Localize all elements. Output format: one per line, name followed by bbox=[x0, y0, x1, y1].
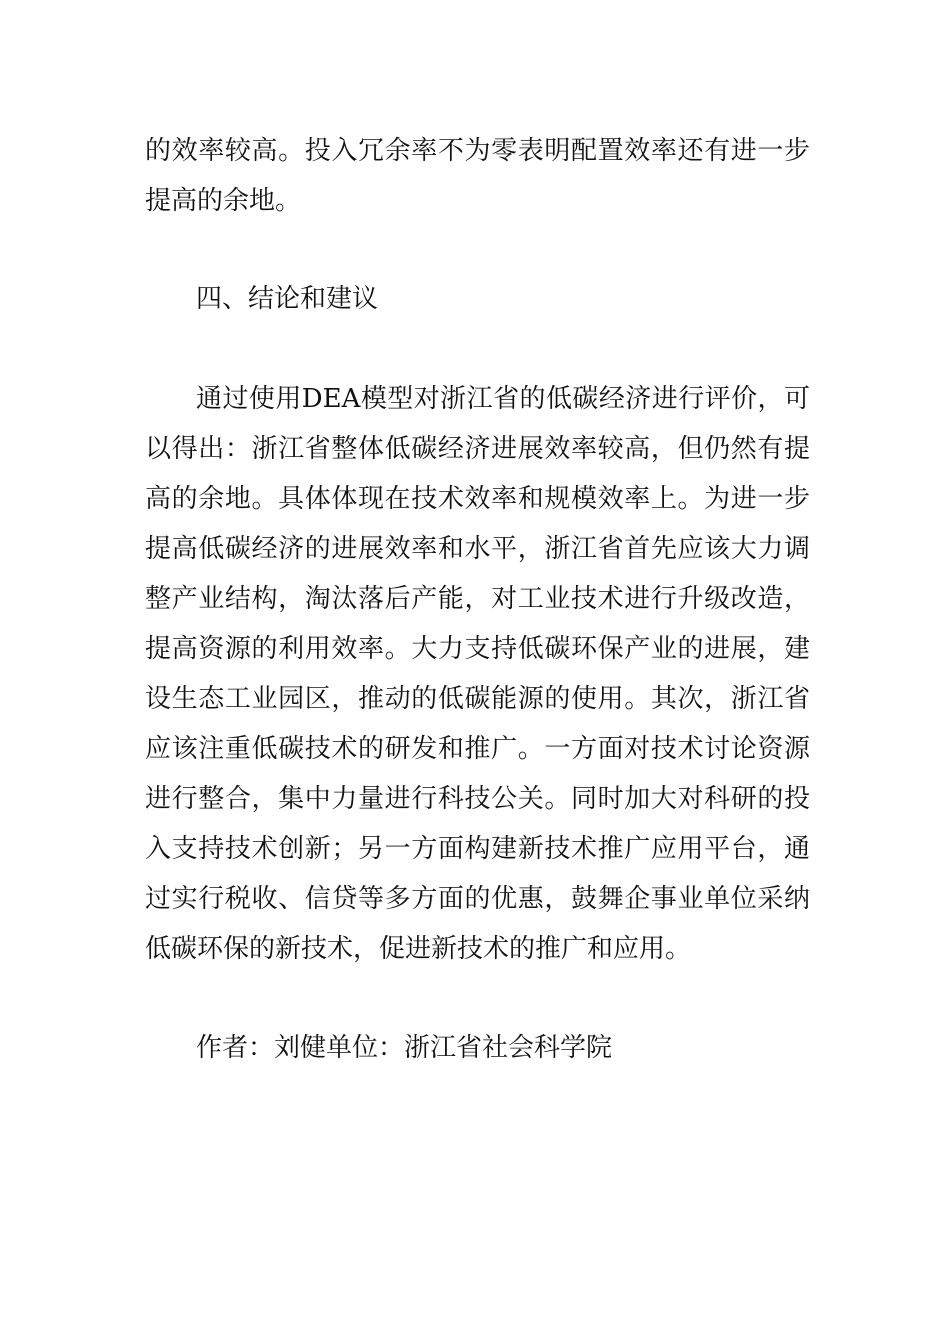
continued-paragraph: 的效率较高。投入冗余率不为零表明配置效率还有进一步提高的余地。 bbox=[145, 136, 810, 216]
section-heading: 四、结论和建议 bbox=[196, 284, 379, 314]
conclusion-paragraph: 通过使用DEA模型对浙江省的低碳经济进行评价，可以得出：浙江省整体低碳经济进展效率较高，但仍然有提高的余地。具体体现在技术效率和规模效率上。为进一步提高低碳经济的进展效率和水平，浙江省首先应该大力调整产业结构，淘汰落后产能，对工业技术进行升级改造，提高资源的利用效率。大力支持低碳环保产业的进展，建设生态工业园区，推动的低碳能源的使用。其次，浙江省应该注重低碳技术的研发和推广。一方面对技术讨论资源进行整合，集中力量进行科技公关。同时加大对科研的投入支持技术创新；另一方面构建新技术推广应用平台，通过实行税收、信贷等多方面的优惠，鼓舞企事业单位采纳低碳环保的新技术，促进新技术的推广和应用。 bbox=[145, 384, 810, 964]
author-line: 作者：刘健单位：浙江省社会科学院 bbox=[196, 1033, 613, 1063]
